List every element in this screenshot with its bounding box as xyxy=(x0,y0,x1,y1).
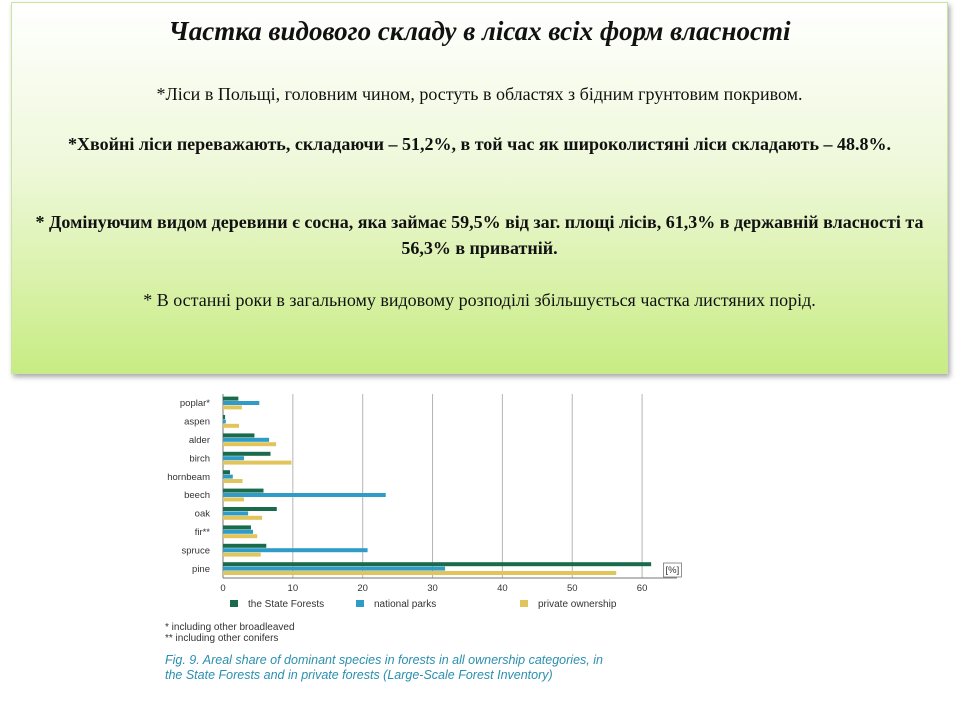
paragraph-soil: *Ліси в Польщі, головним чином, ростуть в областях з бідним грунтовим покривом. xyxy=(156,84,803,104)
category-label-9: pine xyxy=(192,563,210,575)
bar-5-2 xyxy=(223,497,244,501)
category-label-2: alder xyxy=(188,435,210,446)
bar-5-0 xyxy=(223,489,264,493)
bar-6-1 xyxy=(223,511,248,515)
paragraph-pine: * Домінуючим видом деревини є сосна, яка займає 59,5% від заг. площі лісів, 61,3% в державній власності та 56,3% в приватній. xyxy=(35,212,924,258)
bar-1-2 xyxy=(223,424,239,428)
bar-9-0 xyxy=(223,562,651,566)
bar-1-1 xyxy=(223,419,226,423)
bar-9-2 xyxy=(223,571,616,575)
legend-label-0: the State Forests xyxy=(248,599,325,610)
x-tick-label-0: 0 xyxy=(220,583,226,594)
x-tick-label-5: 50 xyxy=(566,583,578,594)
bar-1-0 xyxy=(223,415,225,419)
unit-label: [%] xyxy=(665,565,680,576)
bar-0-0 xyxy=(223,397,238,401)
legend-swatch-0 xyxy=(230,600,238,607)
bar-5-1 xyxy=(223,493,386,497)
category-label-4: hornbeam xyxy=(167,471,210,483)
bar-3-0 xyxy=(223,452,270,456)
legend-swatch-1 xyxy=(356,600,364,607)
bar-4-1 xyxy=(223,475,233,479)
x-tick-label-4: 40 xyxy=(497,583,508,594)
bar-3-2 xyxy=(223,461,291,465)
bar-7-1 xyxy=(223,530,253,534)
category-label-7: fir** xyxy=(194,527,210,538)
footnote-0: * including other broadleaved xyxy=(165,622,295,633)
bar-0-2 xyxy=(223,405,242,409)
paragraph-conifers: *Хвойні ліси переважають, складаючи – 51,2%, в той час як широколистяні ліси складають – 48.8%. xyxy=(68,134,891,154)
legend-swatch-2 xyxy=(520,600,528,607)
bar-8-1 xyxy=(223,548,368,552)
figure-caption-0: Fig. 9. Areal share of dominant species in forests in all ownership categories, in xyxy=(165,653,603,667)
figure-caption-1: the State Forests and in private forests (Large-Scale Forest Inventory) xyxy=(165,668,553,682)
bar-4-2 xyxy=(223,479,243,483)
text-box xyxy=(11,2,948,374)
category-label-1: aspen xyxy=(184,416,210,428)
bar-2-0 xyxy=(223,433,254,437)
legend-label-1: national parks xyxy=(374,599,437,610)
bar-2-1 xyxy=(223,438,269,442)
bar-8-2 xyxy=(223,553,261,557)
bar-0-1 xyxy=(223,401,259,405)
bar-9-1 xyxy=(223,567,445,571)
bar-2-2 xyxy=(223,442,276,446)
species-bar-chart xyxy=(160,388,700,688)
paragraph-trend: * В останні роки в загальному видовому розподілі збільшується частка листяних порід. xyxy=(143,290,816,310)
bar-4-0 xyxy=(223,470,230,474)
bar-3-1 xyxy=(223,456,244,460)
footnote-1: ** including other conifers xyxy=(165,633,279,644)
x-tick-label-1: 10 xyxy=(287,583,299,594)
category-label-6: oak xyxy=(194,508,210,520)
x-tick-label-6: 60 xyxy=(636,583,648,594)
category-label-5: beech xyxy=(184,490,210,502)
category-label-3: birch xyxy=(189,453,210,465)
legend-label-2: private ownership xyxy=(538,599,617,610)
bar-6-2 xyxy=(223,516,262,520)
bar-7-0 xyxy=(223,525,251,529)
category-label-8: spruce xyxy=(181,545,210,557)
x-tick-label-2: 20 xyxy=(357,583,368,594)
bar-8-0 xyxy=(223,544,266,548)
slide-title: Частка видового складу в лісах всіх форм власності xyxy=(168,16,791,46)
x-tick-label-3: 30 xyxy=(427,583,438,594)
bar-7-2 xyxy=(223,534,257,538)
category-label-0: poplar* xyxy=(179,398,210,410)
bar-6-0 xyxy=(223,507,277,511)
